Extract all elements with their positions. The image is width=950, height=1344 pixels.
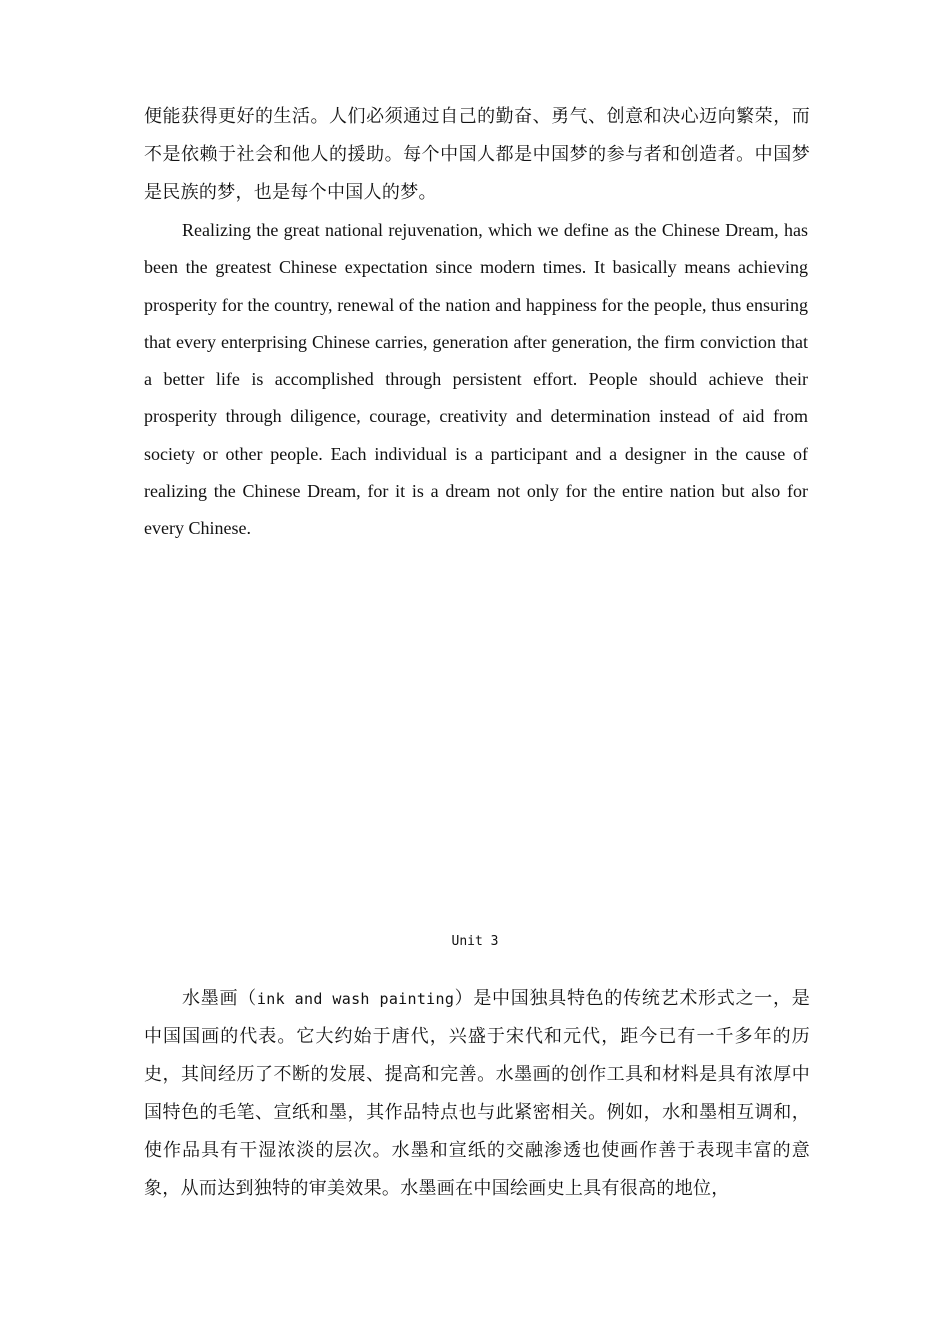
- chinese-paragraph-continued: [144, 98, 810, 212]
- unit-heading: Unit 3: [451, 934, 499, 949]
- chinese-paragraph-text: 便能获得更好的生活。人们必须通过自己的勤奋、勇气、创意和决心迈向繁荣，而不是依赖于社会和他人的援助。每个中国人都是中国梦的参与者和创造者。中国梦是民族的梦，也是每个中国人的梦。: [144, 106, 810, 203]
- english-translation-paragraph: Realizing the great national rejuvenation, which we define as the Chinese Dream, has been the greatest Chinese expectation since modern times. It basically means achieving prosperity for the country, renewal of the nation and happiness for the people, thus ensuring that every enterprising Chinese carries, generation after generation, the firm conviction that a better life is accomplished through persistent effort. People should achieve their prosperity through diligence, courage, creativity and determination instead of aid from society or other people. Each individual is a participant and a designer in the cause of realizing the Chinese Dream, for it is a dream not only for the entire nation but also for every Chinese.: [144, 220, 808, 539]
- chinese-paragraph-unit-3: [144, 980, 810, 1208]
- chinese-paragraph-unit-3-text: [144, 980, 810, 1208]
- english-term: ink and wash painting: [256, 990, 455, 1008]
- paragraph-start: 水墨画（: [182, 988, 257, 1009]
- paragraph-rest: ）是中国独具特色的传统艺术形式之一，是中国国画的代表。它大约始于唐代，兴盛于宋代和元代，距今已有一千多年的历史，其间经历了不断的发展、提高和完善。水墨画的创作工具和材料是具有浓厚中国特色的毛笔、宣纸和墨，其作品特点也与此紧密相关。例如，水和墨相互调和，使作品具有干湿浓淡的层次。水墨和宣纸的交融渗透也使画作善于表现丰富的意象，从而达到独特的审美效果。水墨画在中国绘画史上具有很高的地位，: [144, 988, 810, 1199]
